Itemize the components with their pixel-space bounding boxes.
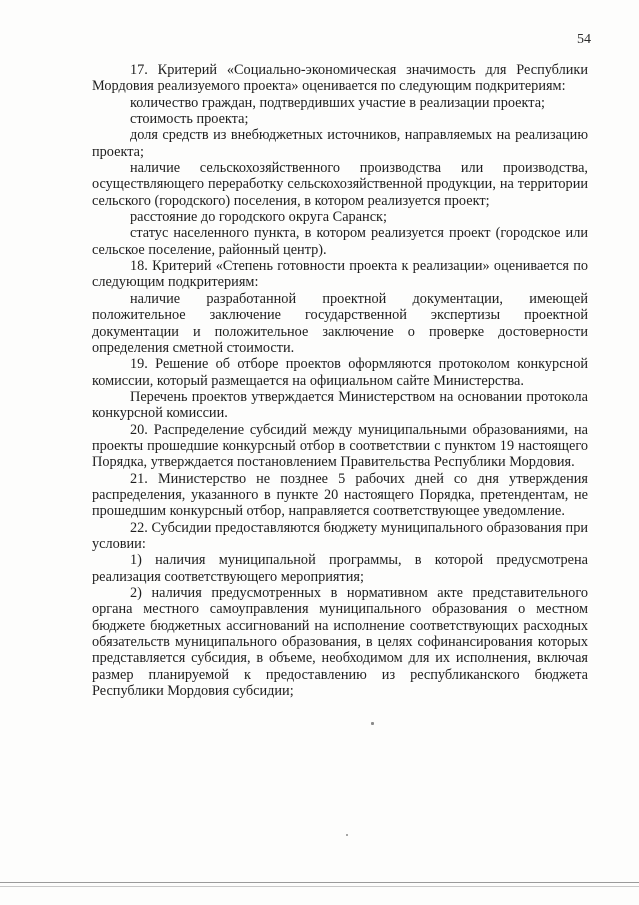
scan-speck	[371, 722, 374, 725]
scan-edge-line	[0, 882, 639, 883]
paragraph-agricultural-production: наличие сельскохозяйственного производства или производства, осуществляющего переработку сельскохозяйственной продукции, на территории сельского (городского) поселения, в котором реализуется проект;	[92, 160, 588, 209]
paragraph-project-documentation: наличие разработанной проектной документации, имеющей положительное заключение государственной экспертизы проектной документации и положительное заключение о проверке достоверности определения сметной стоимости.	[92, 290, 588, 356]
scan-edge-line	[0, 886, 639, 887]
paragraph-distance-saransk: расстояние до городского округа Саранск;	[130, 209, 387, 226]
paragraph-20-distribution: 20. Распределение субсидий между муниципальными образованиями, на проекты прошедшие конкурсный отбор в соответствии с пунктом 19 настоящего Порядка, утверждается постановлением Правительства Республики Мордовия.	[92, 421, 588, 471]
paragraph-project-list: Перечень проектов утверждается Министерством на основании протокола конкурсной комиссии.	[92, 388, 588, 422]
paragraph-21-notification: 21. Министерство не позднее 5 рабочих дней со дня утверждения распределения, указанного в пункте 20 настоящего Порядка, претендентам, не прошедшим конкурсный отбор, направляется соответствующее уведомление.	[92, 470, 588, 520]
document-body	[92, 62, 588, 699]
paragraph-extrabudgetary-share: доля средств из внебюджетных источников, направляемых на реализацию проекта;	[92, 127, 588, 160]
paragraph-condition-2: 2) наличия предусмотренных в нормативном акте представительного органа местного самоуправления муниципального образования о местном бюджете бюджетных ассигнований на исполнение соответствующих расходных обязательств муниципального образования, в целях софинансирования которых представляется субсидия, в объеме, необходимом для их исполнения, включая размер планируемой к предоставлению из республиканского бюджета Республики Мордовия субсидии;	[92, 585, 588, 700]
paragraph-condition-1: 1) наличия муниципальной программы, в которой предусмотрена реализация соответствующего мероприятия;	[92, 552, 588, 585]
scan-speck	[346, 834, 348, 836]
paragraph-19-decision: 19. Решение об отборе проектов оформляются протоколом конкурсной комиссии, который размещается на официальном сайте Министерства.	[92, 356, 588, 389]
paragraph-citizens-count: количество граждан, подтвердивших участие в реализации проекта;	[130, 94, 546, 111]
paragraph-22-conditions: 22. Субсидии предоставляются бюджету муниципального образования при условии:	[92, 519, 588, 552]
page-number: 54	[577, 32, 591, 47]
paragraph-settlement-status: статус населенного пункта, в котором реализуется проект (городское или сельское поселение, районный центр).	[92, 225, 588, 258]
paragraph-project-cost: стоимость проекта;	[130, 111, 249, 128]
paragraph-18-criterion: 18. Критерий «Степень готовности проекта к реализации» оценивается по следующим подкритериям:	[92, 258, 588, 291]
paragraph-17-criterion: 17. Критерий «Социально-экономическая значимость для Республики Мордовия реализуемого проекта» оценивается по следующим подкритериям:	[92, 62, 588, 95]
